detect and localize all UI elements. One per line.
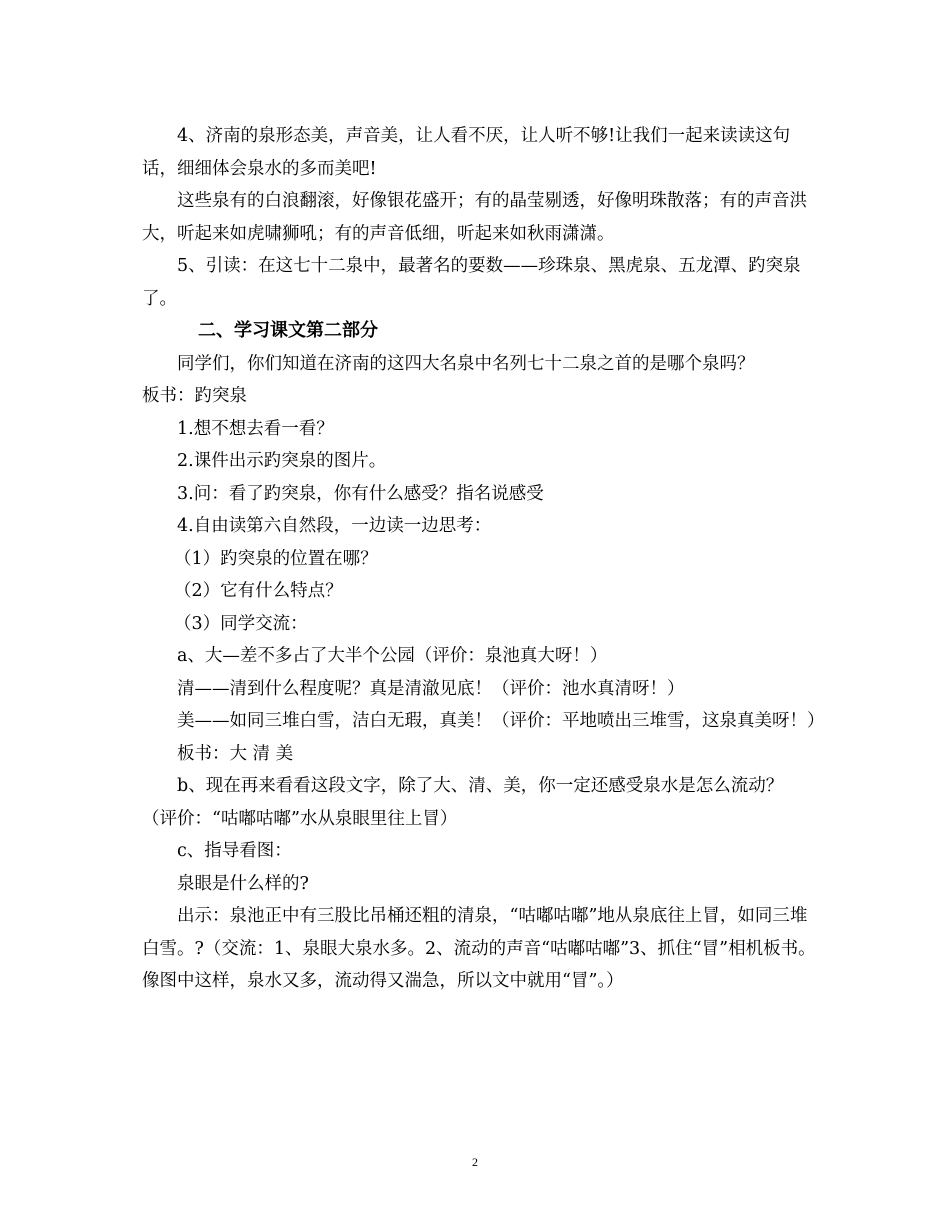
spring-eye-question: 泉眼是什么样的?: [177, 873, 309, 894]
paragraph-springs: 这些泉有的白浪翻滚，好像银花盛开；有的晶莹剔透，好像明珠散落；有的声音洪大，听起来如虎啸狮吼；有的声音低细，听起来如秋雨潇潇。: [142, 191, 807, 244]
question-2: （2）它有什么特点？: [174, 581, 343, 601]
question-3: （3）同学交流：: [174, 613, 308, 634]
section-intro: 同学们，你们知道在济南的这四大名泉中名列七十二泉之首的是哪个泉吗？: [177, 353, 755, 374]
answer-a: a、大—差不多占了大半个公园（评价：泉池真大呀！）: [177, 646, 608, 666]
board-note-1: 板书：趵突泉: [142, 386, 247, 406]
paragraph-5: 5、引读：在这七十二泉中，最著名的要数——珍珠泉、黑虎泉、五龙潭、趵突泉了。: [142, 256, 801, 309]
show-paragraph: 出示：泉池正中有三股比吊桶还粗的清泉，“咕嘟咕嘟”地从泉底往上冒，如同三堆白雪。?（交流：1、泉眼大泉水多。2、流动的声音“咕嘟咕嘟”3、抓住“冒”相机板书。像图中这样，泉水又多，流动得又湍急，所以文中就用“冒”。）: [142, 906, 816, 991]
page-number: 2: [472, 1155, 478, 1169]
board-note-2: 板书：大 清 美: [177, 743, 294, 764]
answer-c: c、指导看图：: [177, 841, 292, 861]
list-item-4: 4.自由读第六自然段，一边读一边思考：: [177, 516, 492, 536]
answer-qing: 清——清到什么程度呢？真是清澈见底！（评价：池水真清呀！）: [177, 678, 685, 699]
question-1: （1）趵突泉的位置在哪？: [174, 548, 378, 569]
answer-b: b、现在再来看看这段文字，除了大、清、美，你一定还感受泉水是怎么流动？（评价：“咕嘟咕嘟”水从泉眼里往上冒）: [142, 776, 784, 829]
answer-mei: 美——如同三堆白雪，洁白无瑕，真美！（评价：平地喷出三堆雪，这泉真美呀！）: [177, 711, 825, 731]
page-body: [142, 120, 825, 998]
section-heading: 二、学习课文第二部分: [198, 320, 378, 341]
list-item-2: 2.课件出示趵突泉的图片。: [177, 451, 387, 471]
list-item-3: 3.问：看了趵突泉，你有什么感受？指名说感受: [177, 483, 544, 504]
list-item-1: 1.想不想去看一看？: [177, 418, 334, 439]
paragraph-4: 4、济南的泉形态美，声音美，让人看不厌，让人听不够!让我们一起来读读这句话，细细体会泉水的多而美吧!: [142, 126, 791, 179]
